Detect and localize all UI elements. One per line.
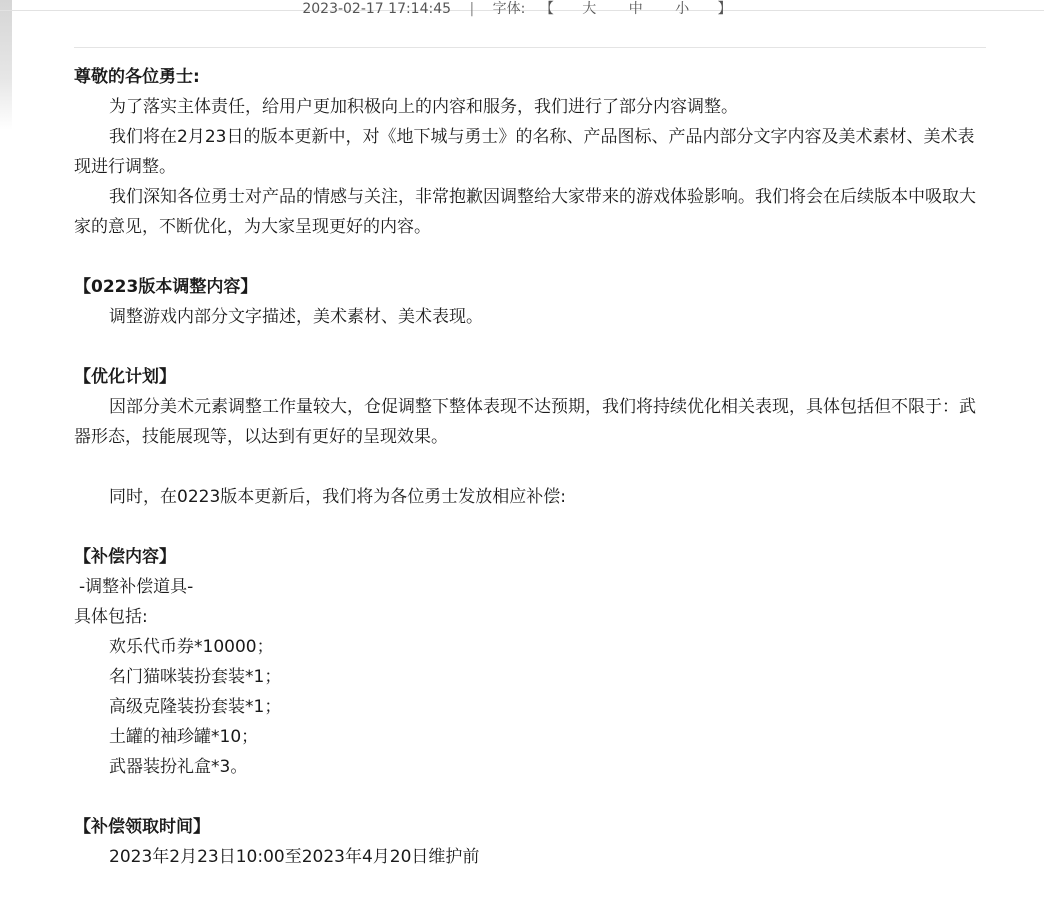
section-adjustment-body: 调整游戏内部分文字描述，美术素材、美术表现。	[109, 307, 483, 327]
font-size-large-button[interactable]: 大	[582, 1, 597, 17]
header-divider	[74, 47, 986, 48]
font-size-label: 字体:	[492, 1, 526, 17]
font-bracket-open: 【	[539, 1, 554, 17]
intro-paragraph-1: 为了落实主体责任，给用户更加积极向上的内容和服务，我们进行了部分内容调整。	[109, 97, 738, 117]
spacer	[74, 332, 986, 362]
publish-datetime: 2023-02-17 17:14:45	[302, 1, 452, 17]
section-claim-time-body: 2023年2月23日10:00至2023年4月20日维护前	[109, 847, 480, 867]
compensation-item: 武器装扮礼盒*3。	[109, 757, 248, 777]
section-claim-time-title: 【补偿领取时间】	[74, 817, 210, 837]
greeting: 尊敬的各位勇士:	[74, 67, 200, 87]
compensation-item: 名门猫咪装扮套装*1；	[109, 667, 282, 687]
compensation-subtitle: -调整补偿道具-	[79, 577, 194, 597]
compensation-includes-label: 具体包括:	[74, 607, 148, 627]
font-bracket-close: 】	[717, 1, 732, 17]
font-size-small-button[interactable]: 小	[675, 1, 690, 17]
spacer	[74, 242, 986, 272]
article-body	[74, 62, 986, 872]
font-size-medium-button[interactable]: 中	[628, 1, 643, 17]
spacer	[74, 452, 986, 482]
compensation-item: 欢乐代币券*10000；	[109, 637, 274, 657]
spacer	[74, 782, 986, 812]
meta-separator: |	[469, 1, 475, 17]
compensation-item: 高级克隆装扮套装*1；	[109, 697, 282, 717]
compensation-intro: 同时，在0223版本更新后，我们将为各位勇士发放相应补偿:	[109, 487, 566, 507]
section-compensation-title: 【补偿内容】	[74, 547, 176, 567]
spacer	[74, 512, 986, 542]
intro-paragraph-3: 我们深知各位勇士对产品的情感与关注，非常抱歉因调整给大家带来的游戏体验影响。我们将会在后续版本中吸取大家的意见，不断优化，为大家呈现更好的内容。	[74, 187, 976, 237]
section-optimization-body: 因部分美术元素调整工作量较大，仓促调整下整体表现不达预期，我们将持续优化相关表现，具体包括但不限于：武器形态，技能展现等，以达到有更好的呈现效果。	[74, 397, 976, 447]
section-adjustment-title: 【0223版本调整内容】	[74, 277, 258, 297]
section-optimization-title: 【优化计划】	[74, 367, 176, 387]
article-meta-bar	[0, 0, 1044, 24]
compensation-item: 土罐的袖珍罐*10；	[109, 727, 259, 747]
intro-paragraph-2: 我们将在2月23日的版本更新中，对《地下城与勇士》的名称、产品图标、产品内部分文字内容及美术素材、美术表现进行调整。	[74, 127, 975, 177]
